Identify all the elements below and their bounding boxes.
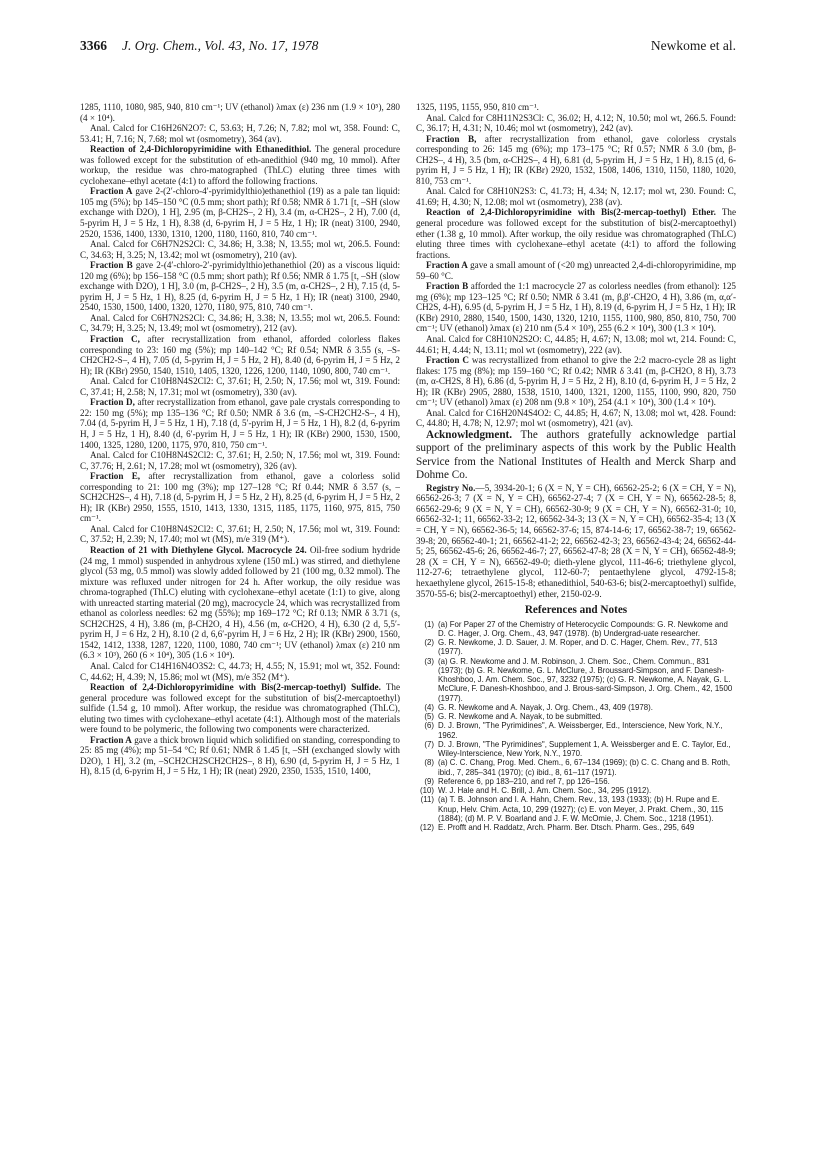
acknowledgment <box>416 429 736 483</box>
reference-text: Reference 6, pp 183–210, and ref 7, pp 126–156. <box>438 776 610 786</box>
paragraph-lead: Reaction of 2,4-Dichloropyrimidine with Ethanedithiol. <box>90 144 312 155</box>
paragraph-text: Anal. Calcd for C16H26N2O7: C, 53.63; H, 7.26; N, 7.82; mol wt, 358. Found: C, 53.41; H, 7.16; N, 7.68; mol wt (osmometry), 364 (av). <box>80 123 400 144</box>
paragraph-text: afforded the 1:1 macrocycle 27 as colorless needles (from ethanol): 125 mg (6%); mp 123–125 °C; Rf 0.50; NMR δ 3.41 (m, β,β′-CH2O, 4 H), 3.86 (m, α,α′-CH2S, 4-H), 6.95 (d, 5-pyrim H, J = 5 Hz, 1 H), 8.19 (d, 6-pyrim H, J = 5 Hz, 1 H); IR (KBr) 2910, 2880, 1540, 1500, 1430, 1320, 1210, 1155, 1100, 980, 850, 810, 750, 700 cm⁻¹; UV (ethanol) λmax (ε) 210 nm (5.4 × 10³), 255 (6.2 × 10⁴), 300 (1.3 × 10⁴). <box>416 281 736 334</box>
reference-number: (2) <box>424 638 434 648</box>
running-authors: Newkome et al. <box>650 38 736 53</box>
paragraph-lead: Fraction C <box>426 355 469 366</box>
paragraph <box>416 281 736 334</box>
paragraph-text: gave 2-(2′-chloro-4′-pyrimidylthio)ethanethiol (19) as a pale tan liquid: 105 mg (5%); bp 145–150 °C (0.5 mm; short path); Rf 0.58; NMR δ 1.71 [t, –SH (slow exchange with D2O), 1 H], 2.95 (m, β-CH2S–, 2 H), 3.4 (m, α-CH2S–, 2 H), 7.00 (d, 5-pyrim H, J = 5 Hz, 1 H), 8.38 (d, 6-pyrim H, J = 5 Hz, 1 H); IR (neat) 3100, 2940, 2520, 1536, 1400, 1330, 1310, 1200, 1180, 1160, 810, 740 cm⁻¹. <box>80 186 400 239</box>
paragraph-lead: Reaction of 2,4-Dichloropyrimidine with Bis(2-mercap-toethyl) Ether. <box>426 207 716 218</box>
paragraph-lead: Fraction B, <box>426 133 477 144</box>
paragraph-text: gave a small amount of (<20 mg) unreacted 2,4-di-chloropyrimidine, mp 59–60 °C. <box>416 260 737 281</box>
paragraph-text: The general procedure was followed except for the substitution of bis(2-mercaptoethyl) sulfide (1.54 g, 10 mmol). After workup, the residue was chromatographed (ThLC), eluting two times with cyclohexane–ethyl acetate (4:1). Although most of the materials were found to be polymeric, the following two components were characterized. <box>80 682 400 735</box>
registry-numbers <box>416 483 736 600</box>
paragraph <box>80 450 400 471</box>
reference-number: (5) <box>424 712 434 722</box>
paragraph <box>416 334 736 355</box>
paragraph <box>80 334 400 376</box>
paragraph <box>80 682 400 735</box>
paragraph-text: Anal. Calcd for C6H7N2S2Cl: C, 34.86; H, 3.38; N, 13.55; mol wt, 206.5. Found: C, 34.79; H, 3.25; N, 13.49; mol wt (osmometry), 212 (av). <box>80 312 400 334</box>
reference-text: (a) G. R. Newkome and J. M. Robinson, J. Chem. Soc., Chem. Commun., 831 (1973); (b) G. R. Newkome, G. L. McClure, J. Broussard-Simpson, and F. Danesh-Khoshboo, J. Am. Chem. Soc., 97, 3232 (1975); (c) G. R. Newkome, A. Nayak, G. L. McClure, F. Danesh-Khoshboo, and J. Brous-sard-Simpson, J. Org. Chem., 42, 1500 (1977). <box>438 656 733 703</box>
reference-item <box>416 620 736 639</box>
paragraph-text: Anal. Calcd for C8H10N2S3: C, 41.73; H, 4.34; N, 12.17; mol wt, 230. Found: C, 41.69; H, 4.30; N, 12.08; mol wt (osmometry), 238 (av). <box>416 186 736 207</box>
paragraph <box>80 545 400 661</box>
paragraph <box>80 397 400 450</box>
paragraph-text: gave a thick brown liquid which solidified on standing, corresponding to 25: 85 mg (4%); mp 51–54 °C; Rf 0.61; NMR δ 1.45 [t, –SH (exchanged slowly with D2O), 1 H], 3.2 (m, –SCH2CH2SCH2CH2S–, 8 H), 6.90 (d, 5-pyrim H, J = 5 Hz, 1 H), 8.15 (d, 6-pyrim H, J = 5 Hz, 1 H); IR (neat) 2920, 2350, 1535, 1510, 1400, <box>80 734 400 777</box>
journal-citation: J. Org. Chem., Vol. 43, No. 17, 1978 <box>122 38 319 53</box>
paragraph-lead: Fraction A <box>426 260 468 271</box>
paragraph-lead: Fraction B <box>90 260 133 271</box>
paragraph <box>80 376 400 397</box>
reference-item <box>416 657 736 703</box>
paragraph-text: Anal. Calcd for C6H7N2S2Cl: C, 34.86; H, 3.38; N, 13.55; mol wt, 206.5. Found: C, 34.63; H, 3.25; N, 13.42; mol wt (osmometry), 210 (av). <box>80 239 400 260</box>
paragraph <box>416 207 736 260</box>
reference-number: (6) <box>424 721 434 731</box>
reference-number: (12) <box>420 823 434 833</box>
registry-text: —5, 3934-20-1; 6 (X = N, Y = CH), 66562-25-2; 6 (X = CH, Y = N), 66562-26-3; 7 (X = N, Y = CH), 66562-27-4; 7 (X = CH, Y = N), 66562-28-5; 8, 66562-29-6; 9 (X = N, Y = CH), 66562-30-9; 9 (X = CH, Y = N), 66562-31-0; 10, 66562-32-1; 11, 66562-33-2; 12, 66562-34-3; 13 (X = N, Y = CH), 66562-35-4; 13 (X = CH, Y = N), 66562-36-5; 14, 66562-37-6; 15, 874-14-6; 17, 66562-38-7; 19, 66562-39-8; 20, 66562-40-1; 21, 66562-41-2; 22, 66562-42-3; 23, 66562-43-4; 24, 66562-44-5; 25, 66562-45-6; 26, 66562-46-7; 27, 66562-47-8; 28 (X = N, Y = CH), 66562-48-9; 28 (X = CH, Y = N), 66562-49-0; dieth-ylene glycol, 111-46-6; triethylene glycol, 112-27-6; tetraethylene glycol, 112-60-7; pentaethylene glycol, 4792-15-8; hexaethylene glycol, 2615-15-8; ethanedithiol, 540-63-6; bis(2-mercaptoethyl) sulfide, 3570-55-6; bis(2-mercaptoethyl) ether, 2150-02-9. <box>416 482 736 599</box>
reference-number: (1) <box>424 619 434 629</box>
paragraph-text: Anal. Calcd for C8H11N2S3Cl: C, 36.02; H, 4.12; N, 10.50; mol wt, 266.5. Found: C, 36.17; H, 4.31; N, 10.46; mol wt (osmometry), 242 (av). <box>416 112 736 134</box>
reference-item <box>416 638 736 657</box>
paragraph-lead: Reaction of 2,4-Dichloropyrimidine with Bis(2-mercap-toethyl) Sulfide. <box>90 682 381 693</box>
acknowledgment-lead: Acknowledgment. <box>426 428 513 441</box>
reference-text: D. J. Brown, "The Pyrimidines", Supplement 1, A. Weissberger and E. C. Taylor, Ed., Wiley-Interscience, New York, N.Y., 1970. <box>438 739 731 759</box>
reference-text: W. J. Hale and H. C. Brill, J. Am. Chem. Soc., 34, 295 (1912). <box>438 786 652 796</box>
acknowledgment-text: The authors gratefully acknowledge partial support of the preliminary aspects of this work by the Public Health Service from the National Institutes of Health and Merck Sharp and Dohme Co. <box>416 428 736 482</box>
paragraph-lead: Fraction C, <box>90 334 140 345</box>
reference-number: (7) <box>424 739 434 749</box>
paragraph <box>80 102 400 123</box>
reference-text: D. J. Brown, "The Pyrimidines", A. Weissberger, Ed., Interscience, New York, N.Y., 1962. <box>438 721 723 740</box>
references-list <box>416 620 736 833</box>
registry-lead: Registry No. <box>426 482 476 493</box>
reference-number: (9) <box>424 776 434 786</box>
right-column <box>416 102 736 832</box>
paragraph-text: after recrystallization from ethanol, gave a colorless solid corresponding to 21: 100 mg (3%); mp 127–128 °C; Rf 0.44; NMR δ 3.57 (s, –SCH2CH2S–, 4 H), 7.18 (d, 5-pyrim H, J = 5 Hz, 2 H), 8.25 (d, 6-pyrim H, J = 5 Hz, 2 H); IR (KBr) 2950, 1555, 1510, 1413, 1330, 1315, 1185, 1175, 1160, 975, 815, 750 cm⁻¹. <box>80 471 400 524</box>
paragraph <box>80 313 400 334</box>
paragraph-text: gave 2-(4′-chloro-2′-pyrimidylthio)ethanethiol (20) as a viscous liquid: 120 mg (6%); bp 156–158 °C (0.5 mm; short path); Rf 0.56; NMR δ 1.75 [t, –SH (slow exchange with D2O), 1 H], 3.0 (m, β-CH2S–, 2 H), 3.5 (m, α-CH2S–, 2 H), 7.15 (d, 5-pyrim H, J = 5 Hz, 1 H), 8.25 (d, 6-pyrim H, J = 5 Hz, 1 H); IR (neat) 3100, 2940, 2540, 1530, 1500, 1400, 1320, 1270, 1180, 975, 810, 740 cm⁻¹. <box>80 260 400 313</box>
paragraph-text: The general procedure was followed except for the substitution of bis(2-mercaptoethyl) ether (1.38 g, 10 mmol). After workup, the oily residue was chromatographed (ThLC) eluting three times with cyclohexane–ethyl acetate (4:1) to afford the following fractions. <box>416 207 736 260</box>
paragraph <box>416 186 736 207</box>
reference-text: E. Profft and H. Raddatz, Arch. Pharm. Ber. Dtsch. Pharm. Ges., 295, 649 <box>438 823 695 833</box>
page-header <box>80 38 736 58</box>
reference-text: G. R. Newkome and A. Nayak, J. Org. Chem., 43, 409 (1978). <box>438 702 653 712</box>
paragraph <box>80 239 400 260</box>
paragraph <box>416 260 736 281</box>
reference-item <box>416 721 736 740</box>
paragraph-lead: Fraction A <box>90 734 132 745</box>
paragraph-text: Anal. Calcd for C10H8N4S2Cl2: C, 37.61; H, 2.50; N, 17.56; mol wt, 319. Found: C, 37.76; H, 2.61; N, 17.28; mol wt (osmometry), 326 (av). <box>80 450 400 471</box>
reference-item <box>416 823 736 832</box>
reference-text: G. R. Newkome and A. Nayak, to be submitted. <box>438 712 603 722</box>
paragraph-text: Oil-free sodium hydride (24 mg, 1 mmol) suspended in anhydrous xylene (150 mL) was stirred, and diethylene glycol (53 mg, 0.5 mmol) was slowly added followed by 21 (100 mg, 0.32 mmol). The mixture was refluxed under nitrogen for 24 h. After workup, the oily residue was chroma-tographed (ThLC) eluting with cyclohexane–ethyl acetate (1:1) to give, along with unreacted starting material (20 mg), macrocycle 24, which was recrystallized from ethanol as colorless needles: 62 mg (55%); mp 169–172 °C; Rf 0.13; NMR δ 3.71 (s, SCH2CH2S, 4 H), 3.86 (m, β-CH2O, 4 H), 4.56 (m, α-CH2O, 4 H), 6.30 (2 d, 5,5′-pyrim H, J = 6 Hz, 2 H), 8.10 (2 d, 6,6′-pyrim H, J = 6 Hz, 2 H); IR (KBr) 2900, 1560, 1542, 1412, 1338, 1287, 1220, 1100, 1080, 740 cm⁻¹; UV (ethanol) λmax (ε) 210 nm (6.3 × 10³), 260 (6 × 10⁴), 305 (1.6 × 10⁴). <box>80 544 401 661</box>
paragraph-text: The general procedure was followed except for the substitution of eth-anedithiol (940 mg, 10 mmol). After workup, the residue was chro-matographed (ThLC) eluting three times with cyclohexane–ethyl acetate (4:1) to afford the following fractions. <box>80 144 400 186</box>
paragraph <box>80 123 400 144</box>
reference-item <box>416 786 736 795</box>
paragraph-lead: Reaction of 21 with Diethylene Glycol. Macrocycle 24. <box>90 544 307 555</box>
page-number: 3366 <box>80 38 107 53</box>
paragraph <box>80 144 400 186</box>
paragraph <box>416 134 736 187</box>
reference-text: (a) For Paper 27 of the Chemistry of Heterocyclic Compounds: G. R. Newkome and D. C. Hager, J. Org. Chem., 43, 947 (1978). (b) Undergrad-uate researcher. <box>438 619 728 638</box>
paragraph-lead: Fraction E, <box>90 471 141 482</box>
reference-number: (4) <box>424 702 434 712</box>
reference-item <box>416 777 736 786</box>
paragraph-text: after recrystallization from ethanol, gave pale crystals corresponding to 22: 150 mg (5%); mp 135–136 °C; Rf 0.50; NMR δ 3.6 (m, –S-CH2CH2-S–, 4 H), 7.04 (d, 5-pyrim H, J = 5 Hz, 1 H), 7.18 (d, 5′-pyrim H, J = 5 Hz, 1 H), 8.2 (d, 6-pyrim H, J = 5 Hz, 1 H), 8.40 (d, 6′-pyrim H, J = 5 Hz, 1 H); IR (KBr) 2900, 1530, 1500, 1400, 1325, 1280, 1200, 1175, 970, 810, 750 cm⁻¹. <box>80 397 400 450</box>
right-column-paragraphs <box>416 102 736 429</box>
reference-text: G. R. Newkome, J. D. Sauer, J. M. Roper, and D. C. Hager, Chem. Rev., 77, 513 (1977). <box>438 638 718 657</box>
paragraph-text: Anal. Calcd for C10H8N4S2Cl2: C, 37.61; H, 2.50; N, 17.56; mol wt, 319. Found: C, 37.52; H, 2.39; N, 17.40; mol wt (MS), m/e 319 (M⁺). <box>80 523 400 545</box>
reference-number: (10) <box>420 786 434 796</box>
reference-item <box>416 795 736 823</box>
paragraph <box>416 355 736 408</box>
paragraph <box>80 186 400 239</box>
paragraph <box>80 471 400 524</box>
paragraph-text: Anal. Calcd for C10H8N4S2Cl2: C, 37.61; H, 2.50; N, 17.56; mol wt, 319. Found: C, 37.41; H, 2.58; N, 17.31; mol wt (osmometry), 330 (av). <box>80 376 400 397</box>
paragraph-text: 1285, 1110, 1080, 985, 940, 810 cm⁻¹; UV (ethanol) λmax (ε) 236 nm (1.9 × 10⁵), 280 (4 × 10⁴). <box>80 102 400 123</box>
reference-number: (3) <box>424 656 434 666</box>
paragraph <box>80 260 400 313</box>
left-column <box>80 102 400 777</box>
paragraph <box>416 102 736 113</box>
reference-item <box>416 703 736 712</box>
paragraph <box>80 661 400 682</box>
paragraph-text: Anal. Calcd for C8H10N2S2O: C, 44.85; H, 4.67; N, 13.08; mol wt, 214. Found: C, 44.61; H, 4.44; N, 13.11; mol wt (osmometry), 222 (av). <box>416 334 736 355</box>
paragraph <box>416 113 736 134</box>
paragraph <box>416 408 736 429</box>
paragraph-lead: Fraction B <box>426 281 469 292</box>
references-heading: References and Notes <box>524 604 628 617</box>
reference-number: (11) <box>420 795 434 805</box>
paragraph-text: Anal. Calcd for C14H16N4O3S2: C, 44.73; H, 4.55; N, 15.91; mol wt, 352. Found: C, 44.62; H, 4.39; N, 15.86; mol wt (MS), m/e 352 (M⁺). <box>80 660 400 682</box>
paragraph-text: after recrystallization from ethanol, gave colorless crystals corresponding to 26: 145 mg (6%); mp 173–175 °C; Rf 0.57; NMR δ 3.0 (bm, β-CH2S–, 4 H), 3.5 (bm, α-CH2S–, 4 H), 6.81 (d, 5-pyrim H, J = 5 Hz, 1 H), 8.15 (d, 6-pyrim H, J = 5 Hz, 1 H); IR (KBr) 2920, 1532, 1508, 1406, 1310, 1150, 1180, 1020, 810, 753 cm⁻¹. <box>416 133 737 186</box>
reference-text: (a) T. B. Johnson and I. A. Hahn, Chem. Rev., 13, 193 (1933); (b) H. Rupe and E. Knup, Helv. Chim. Acta, 10, 299 (1927); (c) E. von Meyer, J. Prakt. Chem., 30, 115 (1884); (d) M. P. V. Boarland and J. F. W. McOmie, J. Chem. Soc., 1218 (1951). <box>438 795 724 823</box>
reference-item <box>416 758 736 777</box>
reference-number: (8) <box>424 758 434 768</box>
reference-text: (a) C. C. Chang, Prog. Med. Chem., 6, 67–134 (1969); (b) C. C. Chang and B. Roth, ibid., 7, 285–341 (1970); (c) ibid., 8, 61–117 (1971). <box>438 758 731 777</box>
paragraph-lead: Fraction D, <box>90 397 135 408</box>
paragraph <box>80 524 400 545</box>
paragraph-text: after recrystallization from ethanol, afforded colorless flakes corresponding to 23: 160 mg (5%); mp 140–142 °C; Rf 0.54; NMR δ 3.55 (s, –S-CH2CH2-S–, 4 H), 7.05 (d, 5-pyrim H, J = 5 Hz, 2 H), 8.40 (d, 6-pyrim H, J = 5 Hz, 2 H); IR (KBr) 2950, 1540, 1510, 1405, 1320, 1226, 1200, 1140, 1090, 800, 740 cm⁻¹. <box>80 334 400 376</box>
paragraph-lead: Fraction A <box>90 186 133 197</box>
paragraph-text: was recrystallized from ethanol to give the 2:2 macro-cycle 28 as light flakes: 175 mg (8%); mp 159–160 °C; Rf 0.42; NMR δ 3.41 (m, β-CH2O, 8 H), 3.73 (m, α-CH2S, 8 H), 6.86 (d, 5-pyrim H, J = 5 Hz, 2 H), 8.10 (d, 6-pyrim H, J = 5 Hz, 2 H); IR (KBr) 2905, 2880, 1538, 1510, 1400, 1321, 1200, 1155, 1100, 990, 820, 750 cm⁻¹; UV (ethanol) λmax (ε) 208 nm (9.8 × 10³), 254 (4.1 × 10⁴), 300 (1.4 × 10⁴). <box>416 355 737 408</box>
paragraph <box>80 735 400 777</box>
paragraph-text: 1325, 1195, 1155, 950, 810 cm⁻¹. <box>416 102 539 112</box>
reference-item <box>416 712 736 721</box>
reference-item <box>416 740 736 759</box>
paragraph-text: Anal. Calcd for C16H20N4S4O2: C, 44.85; H, 4.67; N, 13.08; mol wt, 428. Found: C, 44.80; H, 4.78; N, 12.97; mol wt (osmometry), 421 (av). <box>416 407 736 429</box>
